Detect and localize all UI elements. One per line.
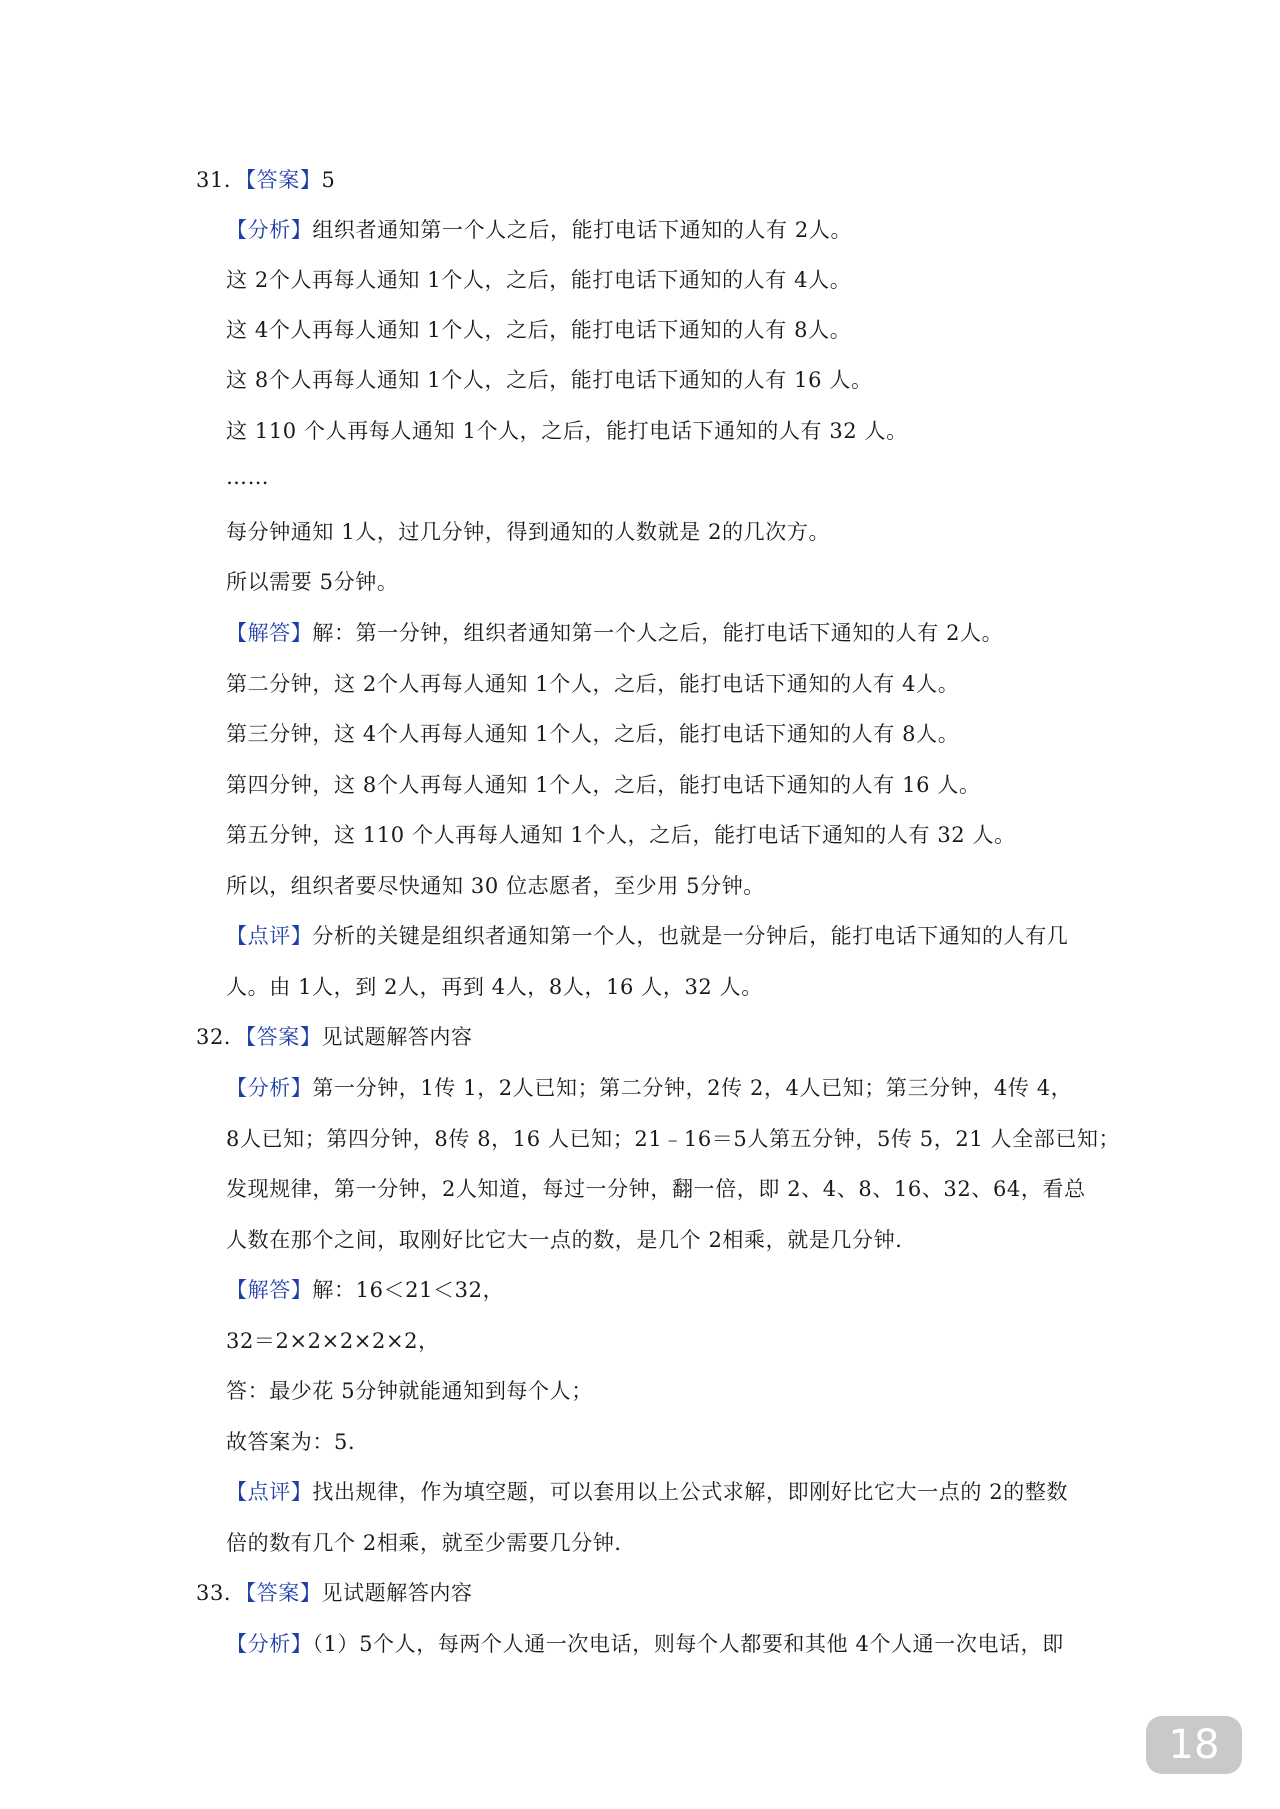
q31-analysis-line [226, 215, 852, 245]
q31-analysis-text: 组织者通知第一个人之后，能打电话下通知的人有 2人。 [312, 218, 853, 242]
q31-comment-text: 分析的关键是组织者通知第一个人，也就是一分钟后，能打电话下通知的人有几 [312, 924, 1069, 948]
q32-analysis-text: 第一分钟，1传 1，2人已知；第二分钟，2传 2，4人已知；第三分钟，4传 4， [312, 1076, 1073, 1100]
q32-analysis-line: 发现规律，第一分钟，2人知道，每过一分钟，翻一倍，即 2、4、8、16、32、64，看总 [226, 1177, 1086, 1201]
q32-answer-line [196, 1022, 473, 1052]
q32-comment-tag: 【点评】 [226, 1480, 313, 1504]
q33-answer-line [196, 1578, 473, 1608]
q32-comment-line: 倍的数有几个 2相乘，就至少需要几分钟． [226, 1531, 637, 1555]
q33-analysis-line [226, 1629, 1064, 1659]
q31-analysis-line: 每分钟通知 1人，过几分钟，得到通知的人数就是 2的几次方。 [226, 520, 831, 544]
q31-solution-line: 第二分钟，这 2个人再每人通知 1个人，之后，能打电话下通知的人有 4人。 [226, 672, 960, 696]
q31-solution-tag: 【解答】 [226, 621, 313, 645]
q33-number: 33． [196, 1581, 246, 1605]
q33-analysis-text: （1）5个人，每两个人通一次电话，则每个人都要和其他 4个人通一次电话，即 [312, 1632, 1064, 1656]
q32-solution-line: 答：最少花 5分钟就能通知到每个人； [226, 1379, 593, 1403]
q31-solution-line: 第五分钟，这 110 个人再每人通知 1个人，之后，能打电话下通知的人有 32 人。 [226, 823, 1016, 847]
q31-analysis-ellipsis: …… [226, 465, 270, 489]
q31-analysis-line: 所以需要 5分钟。 [226, 570, 399, 594]
q32-analysis-line: 人数在那个之间，取刚好比它大一点的数，是几个 2相乘，就是几分钟． [226, 1228, 917, 1252]
q32-comment-line [226, 1477, 1068, 1507]
q32-solution-line: 故答案为：5． [226, 1430, 370, 1454]
q32-solution-line: 32＝2×2×2×2×2， [226, 1329, 440, 1353]
q31-comment-line: 人。由 1人，到 2人，再到 4人，8人，16 人，32 人。 [226, 975, 763, 999]
q31-comment-line [226, 921, 1068, 951]
q33-analysis-tag: 【分析】 [226, 1632, 313, 1656]
q32-answer-text: 见试题解答内容 [321, 1025, 473, 1049]
q31-analysis-line: 这 110 个人再每人通知 1个人，之后，能打电话下通知的人有 32 人。 [226, 419, 908, 443]
q32-analysis-line [226, 1073, 1072, 1103]
q31-solution-text: 解：第一分钟，组织者通知第一个人之后，能打电话下通知的人有 2人。 [312, 621, 1004, 645]
q32-analysis-line: 8人已知；第四分钟，8传 8，16 人已知；21﹣16＝5人第五分钟，5传 5，21 人全部已知； [226, 1127, 1121, 1151]
q31-analysis-line: 这 2个人再每人通知 1个人，之后，能打电话下通知的人有 4人。 [226, 268, 852, 292]
q31-solution-line: 第四分钟，这 8个人再每人通知 1个人，之后，能打电话下通知的人有 16 人。 [226, 773, 981, 797]
q32-number: 32． [196, 1025, 246, 1049]
q31-analysis-line: 这 4个人再每人通知 1个人，之后，能打电话下通知的人有 8人。 [226, 318, 852, 342]
q31-solution-line: 第三分钟，这 4个人再每人通知 1个人，之后，能打电话下通知的人有 8人。 [226, 722, 960, 746]
q32-solution-text: 解：16＜21＜32， [312, 1278, 505, 1302]
page-number-badge: 18 [1146, 1716, 1242, 1774]
q31-comment-tag: 【点评】 [226, 924, 313, 948]
q32-answer-tag: 【答案】 [245, 1025, 322, 1049]
q31-answer-tag: 【答案】 [245, 168, 322, 192]
q32-analysis-tag: 【分析】 [226, 1076, 313, 1100]
q31-solution-line [226, 618, 1003, 648]
q33-answer-tag: 【答案】 [245, 1581, 322, 1605]
q32-solution-tag: 【解答】 [226, 1278, 313, 1302]
q31-number: 31． [196, 168, 246, 192]
q31-analysis-line: 这 8个人再每人通知 1个人，之后，能打电话下通知的人有 16 人。 [226, 368, 873, 392]
q31-answer-line [196, 165, 335, 195]
q31-answer-text: 5 [321, 168, 336, 192]
q32-solution-line [226, 1275, 504, 1305]
q31-analysis-tag: 【分析】 [226, 218, 313, 242]
q32-comment-text: 找出规律，作为填空题，可以套用以上公式求解，即刚好比它大一点的 2的整数 [312, 1480, 1069, 1504]
q33-answer-text: 见试题解答内容 [321, 1581, 473, 1605]
q31-solution-line: 所以，组织者要尽快通知 30 位志愿者，至少用 5分钟。 [226, 874, 765, 898]
